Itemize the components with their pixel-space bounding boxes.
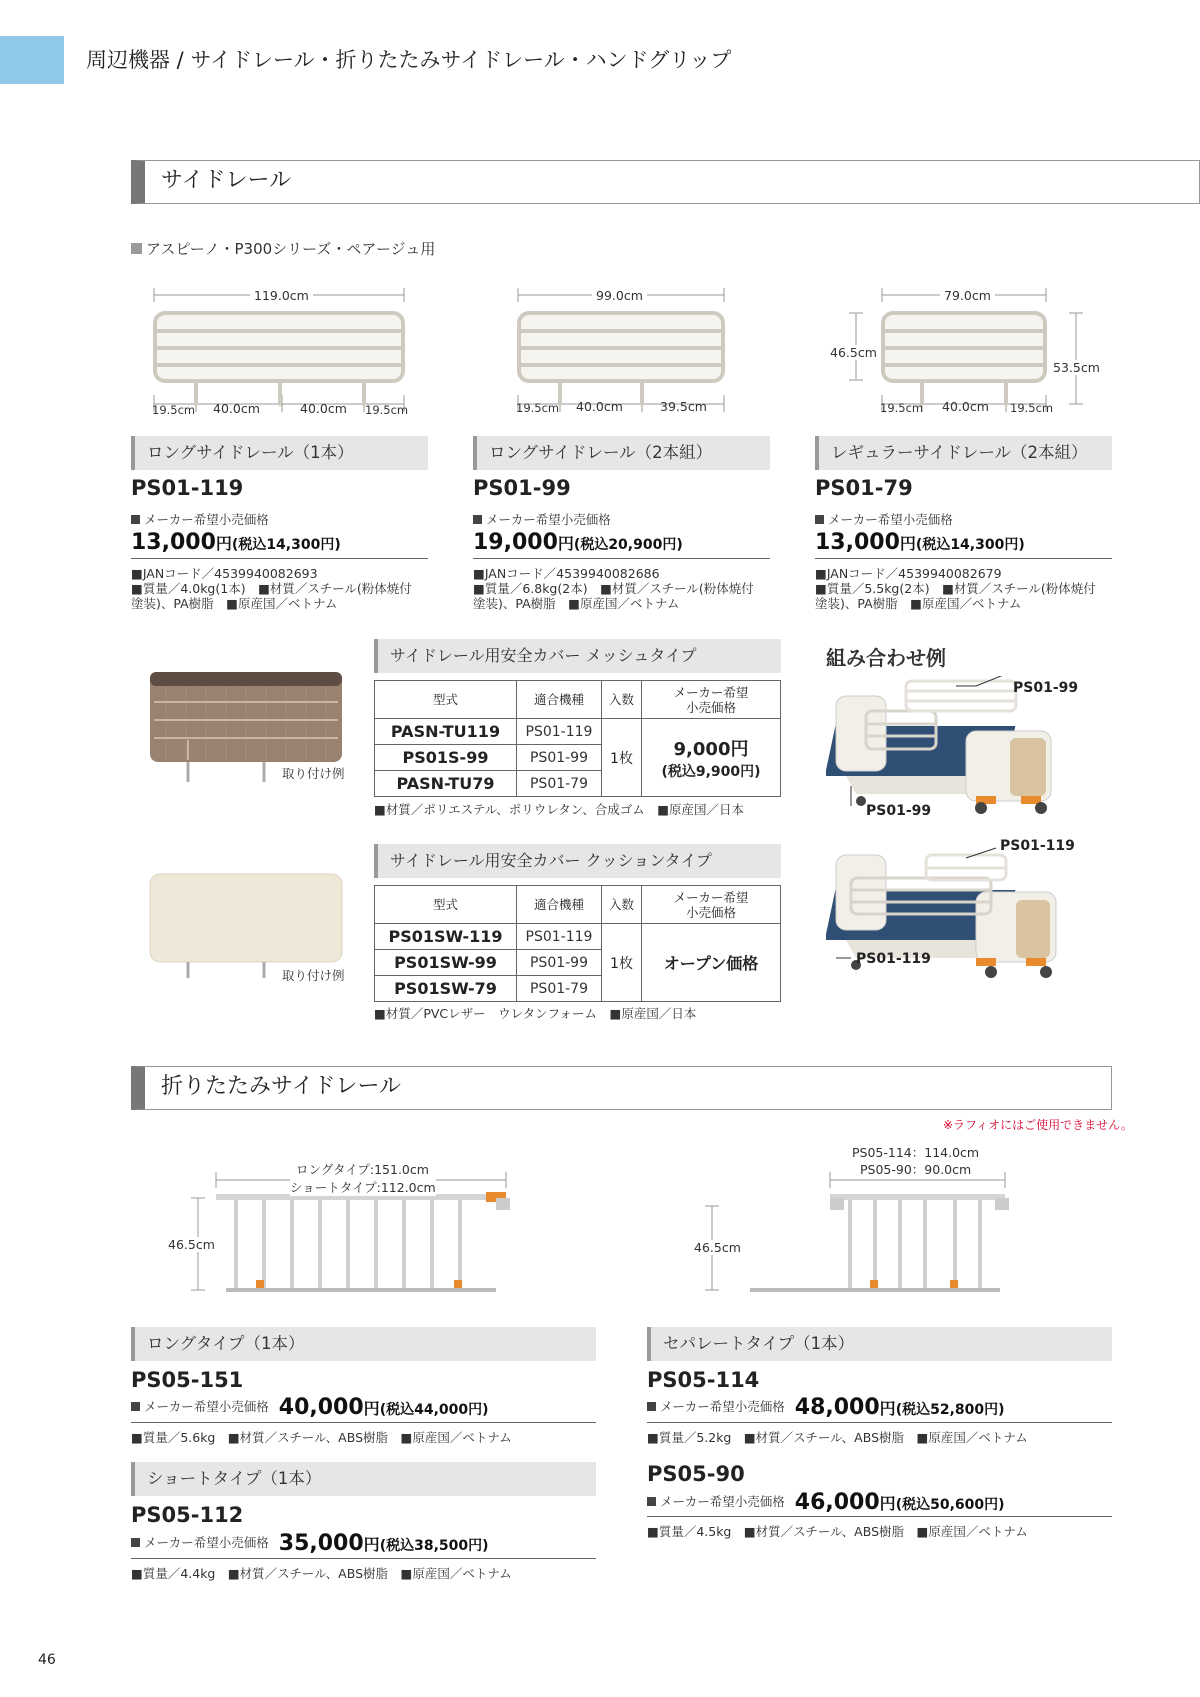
- dim-a: 19.5cm: [152, 403, 196, 417]
- specs-text: 質量／5.6kg ■材質／スチール、ABS樹脂 ■原産国／ベトナム: [142, 1430, 512, 1445]
- price-yen: 円: [899, 534, 916, 553]
- mesh-table-title: サイドレール用安全カバー メッシュタイプ: [374, 639, 781, 673]
- header-price-line1: メーカー希望: [673, 889, 749, 905]
- price-label-text: メーカー希望小売価格: [660, 1494, 785, 1509]
- product-name-bar: セパレートタイプ（1本）: [647, 1327, 1112, 1361]
- mesh-price: 9,000円: [673, 738, 749, 760]
- divider: [473, 558, 770, 559]
- table-header-row: [375, 681, 781, 719]
- dim-c: 19.5cm: [1010, 401, 1054, 415]
- folding-rail-separate-diagram: [700, 1168, 1020, 1298]
- mesh-table: [374, 680, 781, 797]
- cell-type: PASN-TU119: [375, 719, 517, 745]
- section-title-text: 折りたたみサイドレール: [161, 1074, 402, 1099]
- price-tax: (税込44,000円): [379, 1402, 489, 1418]
- product-price: [473, 530, 683, 555]
- price-value: 48,000: [794, 1395, 880, 1420]
- cell-type: PS01SW-119: [375, 924, 517, 950]
- specs-text: 質量／5.2kg ■材質／スチール、ABS樹脂 ■原産国／ベトナム: [658, 1430, 1028, 1445]
- specs-text: 質量／4.5kg ■材質／スチール、ABS樹脂 ■原産国／ベトナム: [658, 1524, 1028, 1539]
- product-specs: ■質量／4.5kg ■材質／スチール、ABS樹脂 ■原産国／ベトナム: [647, 1524, 1028, 1539]
- combo-label: PS01-99: [1013, 680, 1079, 696]
- price-tax: (税込50,600円): [895, 1497, 1005, 1513]
- header-type: 型式: [375, 886, 517, 924]
- header-type: 型式: [375, 681, 517, 719]
- cell-price: [642, 719, 781, 797]
- dim-c: 40.0cm: [300, 401, 347, 416]
- corner-tab: [0, 36, 64, 84]
- price-value: 40,000: [278, 1395, 364, 1420]
- header-fit: 適合機種: [517, 681, 602, 719]
- spec-line-2: 塗装)、PA樹脂 ■原産国／ベトナム: [473, 596, 680, 611]
- folding-dim-long: ロングタイプ:151.0cm: [296, 1162, 429, 1177]
- price-value: 13,000: [815, 530, 900, 555]
- jan-code: JANコード／4539940082693: [142, 566, 318, 581]
- product-model: PS05-114: [647, 1368, 760, 1392]
- cell-type: PS01S-99: [375, 745, 517, 771]
- table-header-row: [375, 886, 781, 924]
- product-specs: ■質量／5.2kg ■材質／スチール、ABS樹脂 ■原産国／ベトナム: [647, 1430, 1028, 1445]
- cell-qty: 1枚: [602, 719, 642, 797]
- spec-line-1: 質量／5.5kg(2本) ■材質／スチール(粉体焼付: [826, 581, 1096, 596]
- price-label-text: メーカー希望小売価格: [486, 512, 611, 527]
- section-title-text: サイドレール: [161, 168, 292, 193]
- divider: [131, 1422, 596, 1423]
- table-row: [375, 924, 781, 950]
- cell-fit: PS01-99: [517, 745, 602, 771]
- series-label: [131, 238, 435, 259]
- product-model: PS05-90: [647, 1462, 745, 1486]
- divider: [815, 558, 1112, 559]
- dim-width: 119.0cm: [250, 288, 313, 303]
- product-price-row: [131, 1395, 489, 1420]
- page-title: 周辺機器 / サイドレール・折りたたみサイドレール・ハンドグリップ: [86, 48, 732, 72]
- cell-type: PS01SW-99: [375, 950, 517, 976]
- cell-type: PASN-TU79: [375, 771, 517, 797]
- header-price: [642, 681, 781, 719]
- price-value: 19,000: [473, 530, 558, 555]
- cell-qty: 1枚: [602, 924, 642, 1002]
- product-model: PS05-151: [131, 1368, 244, 1392]
- dim-height-2: 53.5cm: [1053, 360, 1100, 375]
- dim-d: 19.5cm: [365, 403, 409, 417]
- product-price-row: [647, 1490, 1005, 1515]
- page-number: 46: [38, 1652, 56, 1668]
- product-price: [815, 530, 1025, 555]
- product-model: PS01-119: [131, 476, 244, 500]
- product-model: PS01-99: [473, 476, 571, 500]
- combo-label: PS01-99: [866, 803, 932, 819]
- cell-type: PS01SW-79: [375, 976, 517, 1002]
- product-specs: ■質量／4.4kg ■材質／スチール、ABS樹脂 ■原産国／ベトナム: [131, 1566, 512, 1581]
- dim-width: 79.0cm: [940, 288, 995, 303]
- product-name-bar: ロングタイプ（1本）: [131, 1327, 596, 1361]
- combo-label: PS01-119: [856, 951, 931, 967]
- cell-fit: PS01-119: [517, 719, 602, 745]
- price-tax: (税込14,300円): [915, 537, 1025, 553]
- square-bullet-icon: [131, 1538, 140, 1547]
- spec-line-2: 塗装)、PA樹脂 ■原産国／ベトナム: [815, 596, 1022, 611]
- specs-text: 質量／4.4kg ■材質／スチール、ABS樹脂 ■原産国／ベトナム: [142, 1566, 512, 1581]
- divider: [131, 558, 428, 559]
- divider: [131, 1558, 596, 1559]
- header-fit: 適合機種: [517, 886, 602, 924]
- square-bullet-icon: [647, 1402, 656, 1411]
- mesh-specs-text: 材質／ポリエステル、ポリウレタン、合成ゴム ■原産国／日本: [385, 802, 744, 817]
- price-yen: 円: [215, 534, 232, 553]
- product-price-row: [131, 1531, 489, 1556]
- header-price-line2: 小売価格: [685, 699, 736, 715]
- divider: [647, 1422, 1112, 1423]
- header-qty: 入数: [602, 681, 642, 719]
- header-qty: 入数: [602, 886, 642, 924]
- combo-title: 組み合わせ例: [826, 646, 946, 670]
- section-title-folding-rail: [131, 1066, 1112, 1110]
- cell-fit: PS01-79: [517, 771, 602, 797]
- product-name-bar: レギュラーサイドレール（2本組）: [815, 436, 1112, 470]
- series-label-text: アスピーノ・P300シリーズ・ペアージュ用: [146, 240, 436, 258]
- section-title-side-rail: [131, 160, 1200, 204]
- price-tax: (税込20,900円): [573, 537, 683, 553]
- table-row: [375, 719, 781, 745]
- cushion-cover-image: [146, 870, 346, 980]
- price-label: [131, 512, 269, 527]
- price-value: 35,000: [278, 1531, 364, 1556]
- mesh-specs: ■材質／ポリエステル、ポリウレタン、合成ゴム ■原産国／日本: [374, 802, 744, 817]
- separate-dim-height: 46.5cm: [694, 1240, 741, 1255]
- dim-height-1: 46.5cm: [830, 345, 877, 360]
- spec-line-1: 質量／4.0kg(1本) ■材質／スチール(粉体焼付: [142, 581, 412, 596]
- divider: [647, 1516, 1112, 1517]
- combo-label: PS01-119: [1000, 838, 1075, 854]
- cushion-table-title: サイドレール用安全カバー クッションタイプ: [374, 844, 781, 878]
- price-value: 13,000: [131, 530, 216, 555]
- folding-dim-short: ショートタイプ:112.0cm: [290, 1180, 436, 1195]
- price-value: 46,000: [794, 1490, 880, 1515]
- dim-b: 40.0cm: [576, 399, 623, 414]
- attach-example-label: 取り付け例: [282, 766, 345, 781]
- jan-code: JANコード／4539940082679: [826, 566, 1002, 581]
- cell-fit: PS01-79: [517, 976, 602, 1002]
- product-price-row: [647, 1395, 1005, 1420]
- square-bullet-icon: [131, 1402, 140, 1411]
- separate-dim-90: PS05-90：90.0cm: [860, 1162, 972, 1177]
- dim-b: 40.0cm: [942, 399, 989, 414]
- product-specs: ■JANコード／4539940082679 ■質量／5.5kg(2本) ■材質／スチール(粉体焼付 塗装)、PA樹脂 ■原産国／ベトナム: [815, 566, 1096, 611]
- square-bullet-icon: [815, 515, 824, 524]
- price-yen: 円: [557, 534, 574, 553]
- attach-example-label: 取り付け例: [282, 968, 345, 983]
- price-label: [473, 512, 611, 527]
- mesh-price-tax: (税込9,900円): [661, 763, 761, 780]
- price-label: [815, 512, 953, 527]
- dim-b: 40.0cm: [213, 401, 260, 416]
- price-yen: 円: [363, 1399, 380, 1418]
- usage-note: ※ラフィオにはご使用できません。: [943, 1118, 1133, 1132]
- price-label-text: メーカー希望小売価格: [144, 1399, 269, 1414]
- price-label-text: メーカー希望小売価格: [144, 512, 269, 527]
- header-price-line2: 小売価格: [685, 904, 736, 920]
- cushion-specs-text: 材質／PVCレザー ウレタンフォーム ■原産国／日本: [385, 1006, 697, 1021]
- header-price-line1: メーカー希望: [673, 684, 749, 700]
- square-bullet-icon: [647, 1497, 656, 1506]
- dim-width: 99.0cm: [592, 288, 647, 303]
- price-yen: 円: [879, 1399, 896, 1418]
- product-name-bar: ショートタイプ（1本）: [131, 1462, 596, 1496]
- cushion-specs: ■材質／PVCレザー ウレタンフォーム ■原産国／日本: [374, 1006, 697, 1021]
- square-bullet-icon: [473, 515, 482, 524]
- price-tax: (税込14,300円): [231, 537, 341, 553]
- price-label-text: メーカー希望小売価格: [828, 512, 953, 527]
- cell-fit: PS01-119: [517, 924, 602, 950]
- price-label-text: メーカー希望小売価格: [144, 1535, 269, 1550]
- product-price: [131, 530, 341, 555]
- price-label-text: メーカー希望小売価格: [660, 1399, 785, 1414]
- cushion-table: [374, 885, 781, 1002]
- dim-a: 19.5cm: [516, 401, 560, 415]
- dim-a: 19.5cm: [880, 401, 924, 415]
- square-bullet-icon: [131, 243, 142, 254]
- product-model: PS01-79: [815, 476, 913, 500]
- separate-dim-114: PS05-114：114.0cm: [852, 1145, 980, 1160]
- price-yen: 円: [879, 1494, 896, 1513]
- spec-line-2: 塗装)、PA樹脂 ■原産国／ベトナム: [131, 596, 338, 611]
- product-specs: ■質量／5.6kg ■材質／スチール、ABS樹脂 ■原産国／ベトナム: [131, 1430, 512, 1445]
- product-name-bar: ロングサイドレール（1本）: [131, 436, 428, 470]
- jan-code: JANコード／4539940082686: [484, 566, 660, 581]
- product-specs: ■JANコード／4539940082686 ■質量／6.8kg(2本) ■材質／スチール(粉体焼付 塗装)、PA樹脂 ■原産国／ベトナム: [473, 566, 754, 611]
- product-specs: ■JANコード／4539940082693 ■質量／4.0kg(1本) ■材質／スチール(粉体焼付 塗装)、PA樹脂 ■原産国／ベトナム: [131, 566, 412, 611]
- cell-fit: PS01-99: [517, 950, 602, 976]
- bed-image-2: [826, 840, 1096, 990]
- product-name-bar: ロングサイドレール（2本組）: [473, 436, 770, 470]
- dim-c: 39.5cm: [660, 399, 707, 414]
- header-price: [642, 886, 781, 924]
- folding-dim-height: 46.5cm: [168, 1237, 215, 1252]
- square-bullet-icon: [131, 515, 140, 524]
- spec-line-1: 質量／6.8kg(2本) ■材質／スチール(粉体焼付: [484, 581, 754, 596]
- cell-price: オープン価格: [642, 924, 781, 1002]
- price-tax: (税込38,500円): [379, 1538, 489, 1554]
- price-yen: 円: [363, 1535, 380, 1554]
- product-model: PS05-112: [131, 1503, 244, 1527]
- price-tax: (税込52,800円): [895, 1402, 1005, 1418]
